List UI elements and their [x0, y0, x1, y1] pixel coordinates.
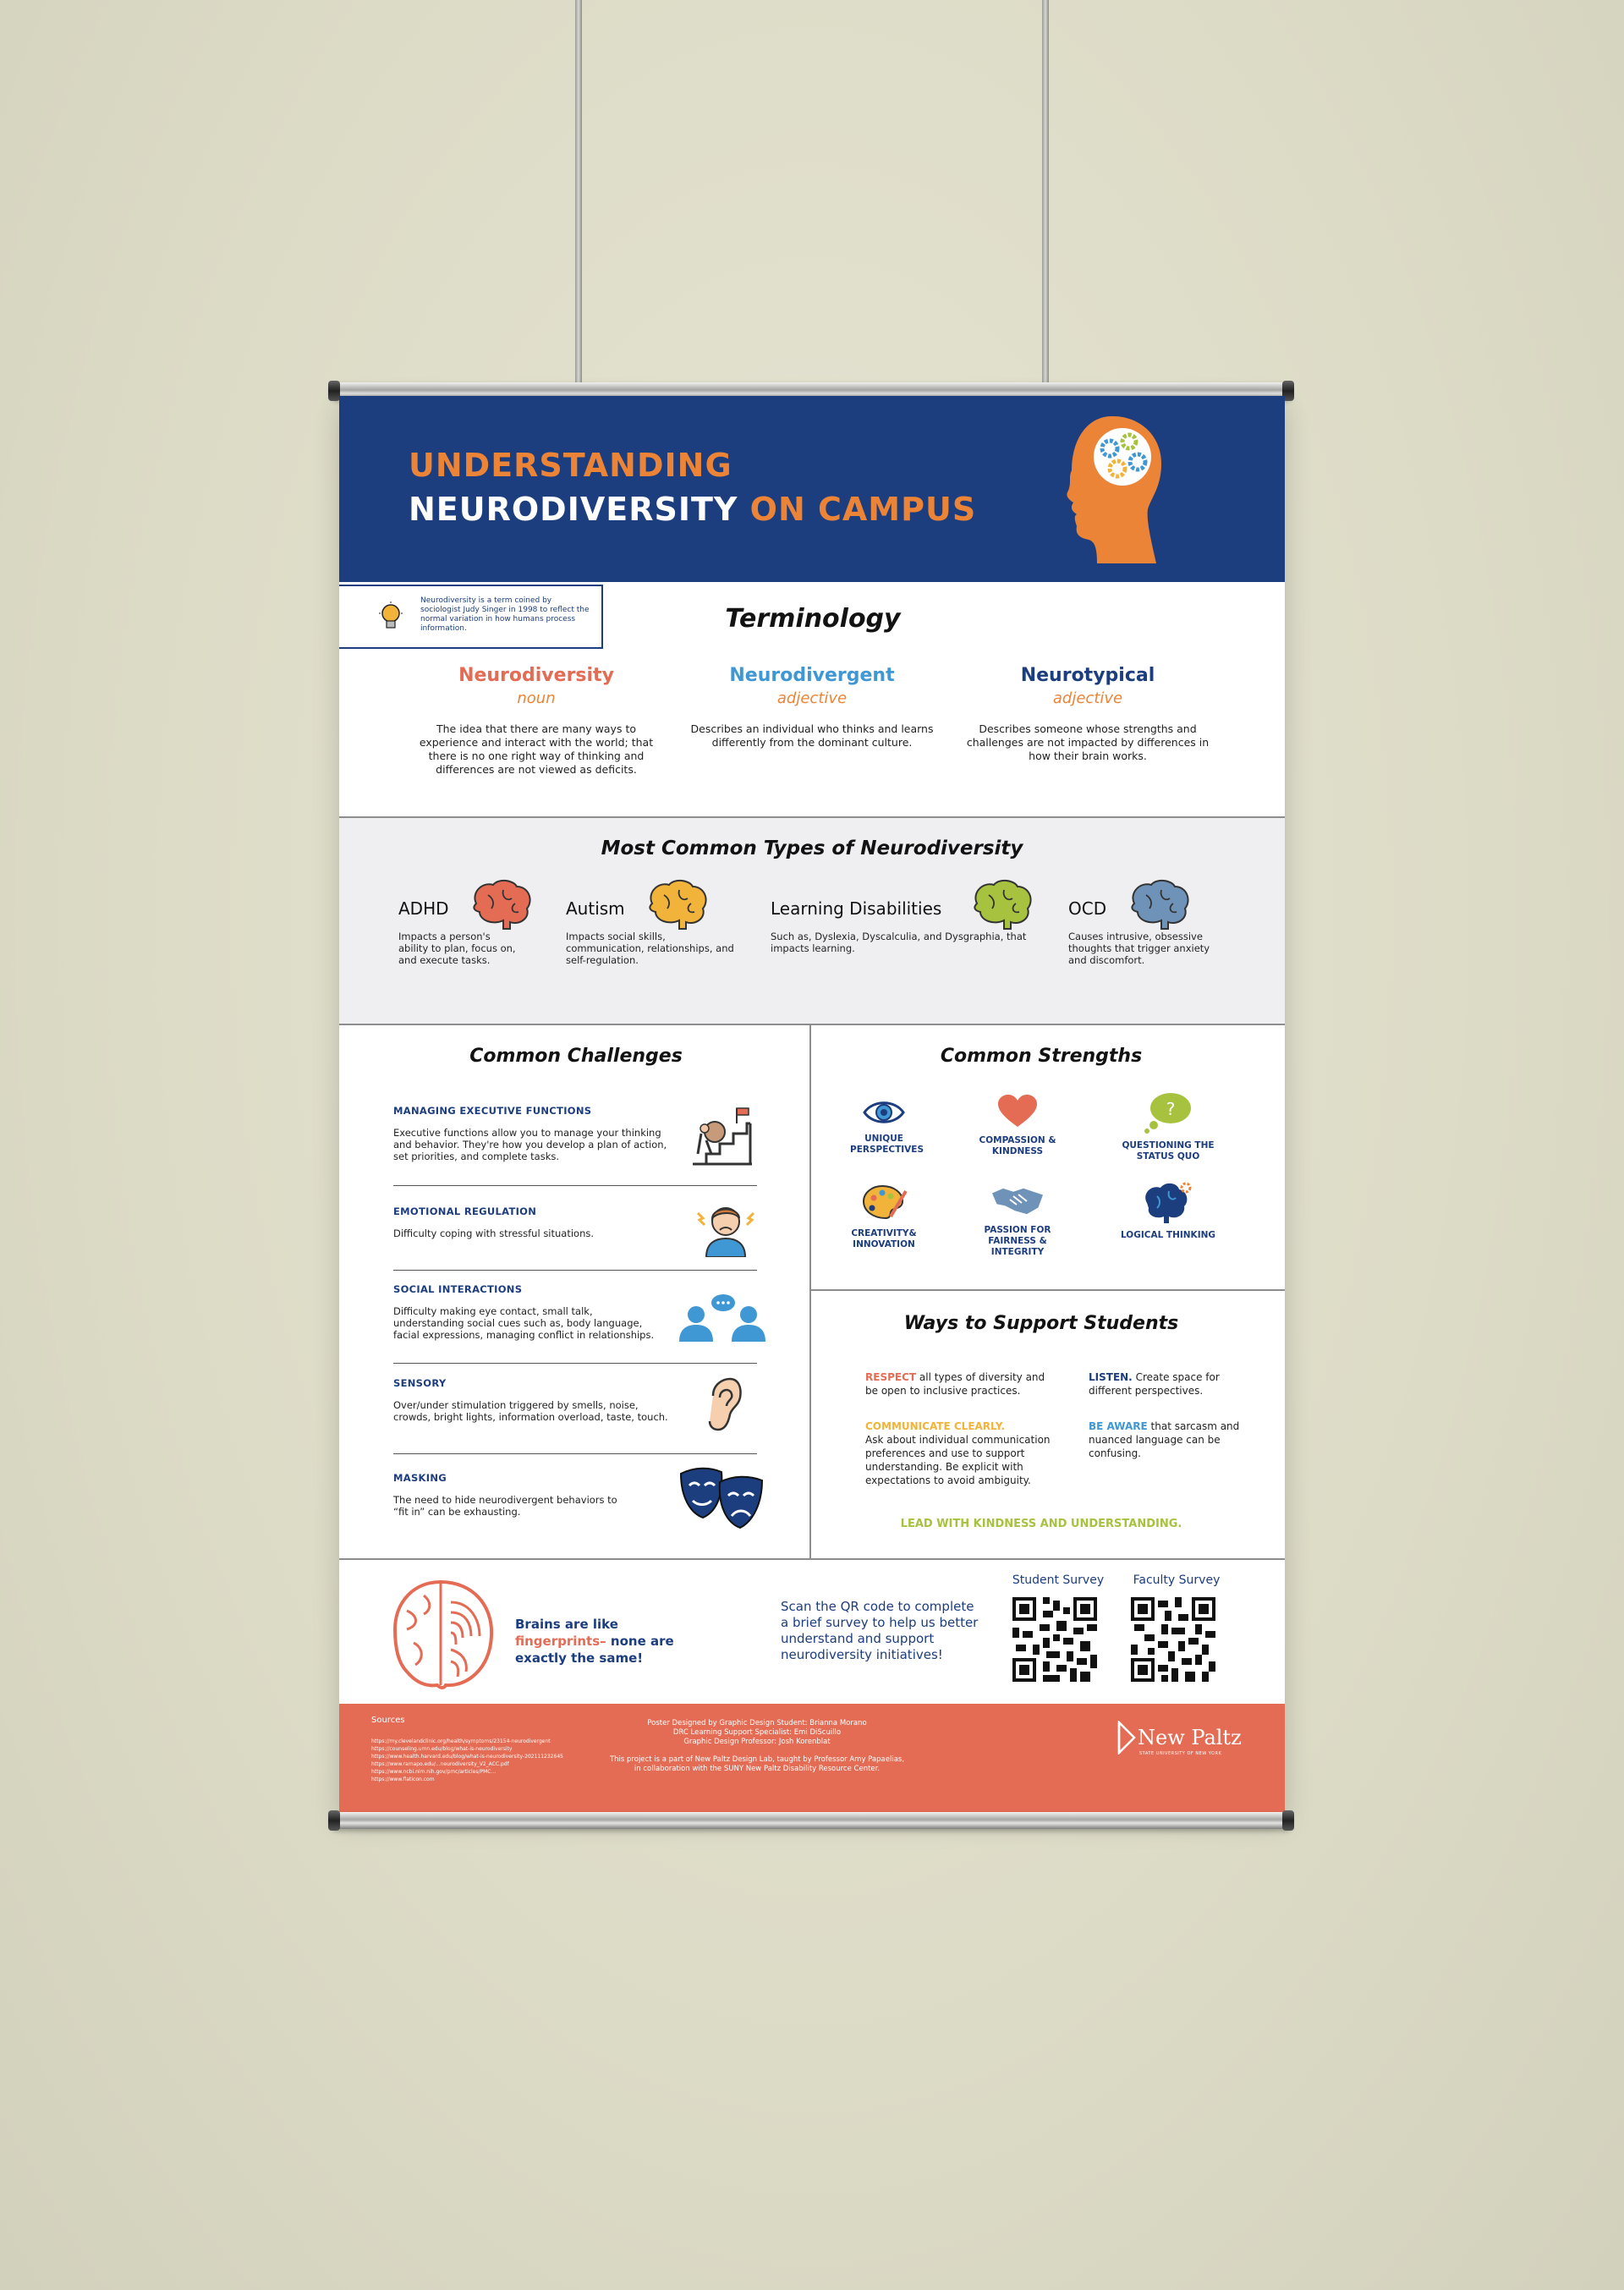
- bottom-rail: [332, 1812, 1291, 1829]
- stressed-person-icon: [696, 1198, 755, 1257]
- term-word: Neurodivergent: [729, 665, 895, 686]
- brains-text-2: none are exactly the same!: [515, 1634, 674, 1666]
- rail-cap: [1282, 1810, 1294, 1831]
- challenge-social-interactions: [393, 1283, 715, 1341]
- challenge-title: MANAGING EXECUTIVE FUNCTIONS: [393, 1105, 592, 1117]
- strength-compassion: [950, 1095, 1085, 1157]
- poster-header: [339, 396, 1285, 582]
- row-divider: [393, 1185, 757, 1186]
- strengths-heading: Common Strengths: [940, 1046, 1143, 1067]
- source-link[interactable]: https://www.health.harvard.edu/blog/what-is-neurodiversity-202111232645: [371, 1754, 563, 1760]
- brain-icon: [469, 878, 532, 931]
- challenge-title: SENSORY: [393, 1377, 447, 1389]
- types-heading: Most Common Types of Neurodiversity: [601, 837, 1023, 859]
- source-link[interactable]: https://www.flaticon.com: [371, 1777, 435, 1782]
- type-name: Autism: [566, 898, 625, 919]
- svg-text:?: ?: [1166, 1099, 1176, 1119]
- challenge-desc: Over/under stimulation triggered by smells, noise, crowds, bright lights, information overload, taste, touch.: [393, 1399, 668, 1423]
- term-word: Neurodiversity: [458, 665, 614, 686]
- support-text: that sarcasm and nuanced language can be confusing.: [1089, 1420, 1240, 1459]
- row-divider: [393, 1270, 757, 1271]
- poster: [339, 396, 1285, 1814]
- brains-text-1: Brains are like: [515, 1617, 618, 1632]
- handshake-icon: [990, 1181, 1045, 1218]
- type-name: ADHD: [398, 898, 449, 919]
- type-name: Learning Disabilities: [771, 898, 942, 919]
- support-text: Create space for different perspectives.: [1089, 1371, 1220, 1397]
- rail-cap: [328, 381, 340, 401]
- support-listen: [1089, 1370, 1241, 1398]
- sources-label: Sources: [371, 1716, 405, 1725]
- title-line-2: [409, 491, 976, 528]
- credit-line: Graphic Design Professor: Josh Korenblat: [683, 1738, 831, 1746]
- brains-fingerprint-text: [515, 1616, 710, 1667]
- term-desc: Describes an individual who thinks and learns differently from the dominant culture.: [690, 722, 934, 749]
- source-link[interactable]: https://www.ramapo.edu/...neurodiversity_V2_ACC.pdf: [371, 1761, 509, 1767]
- definition-note: [339, 585, 603, 649]
- bottom-divider: [339, 1558, 1285, 1560]
- student-survey-label: Student Survey: [1012, 1573, 1105, 1587]
- challenge-title: EMOTIONAL REGULATION: [393, 1205, 537, 1217]
- challenge-executive-functions: [393, 1105, 715, 1162]
- term-neurodivergent: [685, 665, 939, 750]
- lightbulb-icon: [378, 601, 403, 634]
- title-line-1: UNDERSTANDING: [409, 447, 732, 484]
- type-name: OCD: [1068, 898, 1107, 919]
- support-aware: [1089, 1420, 1241, 1460]
- strength-logical-thinking: [1100, 1181, 1236, 1241]
- question-bubble-icon: [1144, 1091, 1193, 1134]
- strength-label: COMPASSION & KINDNESS: [979, 1135, 1056, 1156]
- challenges-heading: Common Challenges: [469, 1046, 683, 1067]
- credits: [508, 1719, 1006, 1774]
- student-survey-qr-code[interactable]: [1012, 1597, 1097, 1682]
- support-heading: Ways to Support Students: [903, 1313, 1179, 1334]
- strength-unique-perspectives: [816, 1098, 952, 1156]
- challenge-desc: Executive functions allow you to manage your thinking and behavior. They're how you develop a plan of action, set priorities, and complete tasks.: [393, 1127, 667, 1162]
- credit-line: Poster Designed by Graphic Design Student: Brianna Morano: [647, 1719, 867, 1727]
- support-text: all types of diversity and be open to inclusive practices.: [865, 1371, 1045, 1397]
- palette-icon: [860, 1183, 908, 1222]
- term-pos: noun: [517, 689, 556, 707]
- credit-line: in collaboration with the SUNY New Paltz Disability Resource Center.: [634, 1765, 881, 1773]
- strength-label: UNIQUE PERSPECTIVES: [850, 1134, 924, 1155]
- credit-line: This project is a part of New Paltz Design Lab, taught by Professor Amy Papaelias,: [609, 1755, 905, 1764]
- credit-line: DRC Learning Support Specialist: Emi DiScuillo: [672, 1728, 842, 1737]
- support-key: RESPECT: [865, 1371, 917, 1383]
- type-desc: Such as, Dyslexia, Dyscalculia, and Dysgraphia, that impacts learning.: [771, 931, 1027, 954]
- challenge-title: SOCIAL INTERACTIONS: [393, 1283, 523, 1295]
- challenge-masking: [393, 1472, 715, 1518]
- qr-instructions: Scan the QR code to complete a brief survey to help us better understand and support neurodiversity initiatives!: [781, 1599, 979, 1662]
- column-divider: [809, 1024, 811, 1558]
- strengths-divider: [811, 1289, 1285, 1291]
- note-text: Neurodiversity is a term coined by sociologist Judy Singer in 1998 to reflect the normal variation in how humans process information.: [420, 596, 590, 633]
- row-divider: [393, 1453, 757, 1454]
- term-desc: Describes someone whose strengths and challenges are not impacted by differences in how their brain works.: [966, 722, 1210, 762]
- hanging-wire-right: [1042, 0, 1049, 385]
- theater-masks-icon: [678, 1464, 765, 1531]
- type-desc: Causes intrusive, obsessive thoughts that trigger anxiety and discomfort.: [1068, 931, 1210, 966]
- support-respect: [865, 1370, 1051, 1398]
- fingerprint-brain-icon: [390, 1577, 497, 1692]
- new-paltz-mark-icon: [1117, 1721, 1136, 1755]
- terminology-heading: Terminology: [725, 604, 901, 634]
- challenge-title: MASKING: [393, 1472, 447, 1484]
- support-communicate: [865, 1420, 1060, 1487]
- brain-icon: [645, 878, 708, 931]
- brain-icon: [1127, 878, 1190, 931]
- term-desc: The idea that there are many ways to experience and interact with the world; that there is no one right way of thinking and differences are not viewed as deficits.: [419, 722, 654, 776]
- challenge-emotional-regulation: [393, 1205, 715, 1239]
- strength-fairness: [950, 1181, 1085, 1258]
- ear-icon: [706, 1377, 743, 1431]
- challenge-desc: Difficulty coping with stressful situations.: [393, 1227, 595, 1239]
- support-key: COMMUNICATE CLEARLY.: [865, 1420, 1006, 1432]
- strength-label: CREATIVITY& INNOVATION: [851, 1228, 917, 1249]
- strength-questioning: [1100, 1091, 1236, 1162]
- challenge-desc: Difficulty making eye contact, small talk, understanding social cues such as, body language, facial expressions, managing conflict in relationships.: [393, 1305, 655, 1341]
- source-link[interactable]: https://www.ncbi.nlm.nih.gov/pmc/articles/PMC...: [371, 1769, 497, 1775]
- strength-label: PASSION FOR FAIRNESS & INTEGRITY: [984, 1225, 1051, 1257]
- term-neurotypical: [961, 665, 1215, 763]
- term-pos: adjective: [776, 689, 848, 707]
- brain-icon: [970, 878, 1033, 931]
- type-desc: Impacts a person's ability to plan, focus on, and execute tasks.: [398, 931, 516, 966]
- support-key: BE AWARE: [1089, 1420, 1148, 1432]
- hanging-wire-left: [575, 0, 582, 385]
- faculty-survey-qr-code[interactable]: [1131, 1597, 1215, 1682]
- heart-icon: [998, 1095, 1037, 1129]
- title-main: NEURODIVERSITY: [409, 491, 738, 528]
- strength-creativity: [816, 1183, 952, 1250]
- support-closing: LEAD WITH KINDNESS AND UNDERSTANDING.: [900, 1518, 1182, 1530]
- support-key: LISTEN.: [1089, 1371, 1133, 1383]
- term-pos: adjective: [1052, 689, 1123, 707]
- poster-footer: [339, 1704, 1285, 1814]
- conversation-people-icon: [678, 1293, 769, 1343]
- source-link[interactable]: https://counseling.umn.edu/blog/what-is-neurodiversity: [371, 1746, 513, 1752]
- stairs-climb-icon: [689, 1107, 754, 1167]
- brains-accent: fingerprints–: [515, 1634, 606, 1649]
- faculty-survey-label: Faculty Survey: [1133, 1573, 1221, 1587]
- source-link[interactable]: https://my.clevelandclinic.org/health/symptoms/23154-neurodivergent: [371, 1738, 551, 1744]
- title-accent: ON CAMPUS: [749, 491, 977, 528]
- rail-cap: [328, 1810, 340, 1831]
- type-desc: Impacts social skills, communication, relationships, and self-regulation.: [566, 931, 734, 966]
- support-text: Ask about individual communication preferences and use to support understanding. Be explicit with expectations to avoid ambiguity.: [865, 1434, 1051, 1486]
- eye-icon: [863, 1098, 905, 1127]
- head-gears-icon: [1063, 415, 1165, 567]
- term-neurodiversity: [409, 665, 663, 777]
- logo-subtitle: STATE UNIVERSITY OF NEW YORK: [1139, 1751, 1222, 1756]
- challenge-sensory: [393, 1377, 715, 1423]
- brain-gear-icon: [1142, 1181, 1194, 1223]
- challenge-desc: The need to hide neurodivergent behaviors to “fit in” can be exhausting.: [393, 1494, 617, 1518]
- logo-name: New Paltz: [1138, 1726, 1242, 1749]
- term-word: Neurotypical: [1020, 665, 1155, 686]
- row-divider: [393, 1363, 757, 1364]
- strength-label: LOGICAL THINKING: [1120, 1230, 1216, 1240]
- strength-label: QUESTIONING THE STATUS QUO: [1122, 1140, 1215, 1161]
